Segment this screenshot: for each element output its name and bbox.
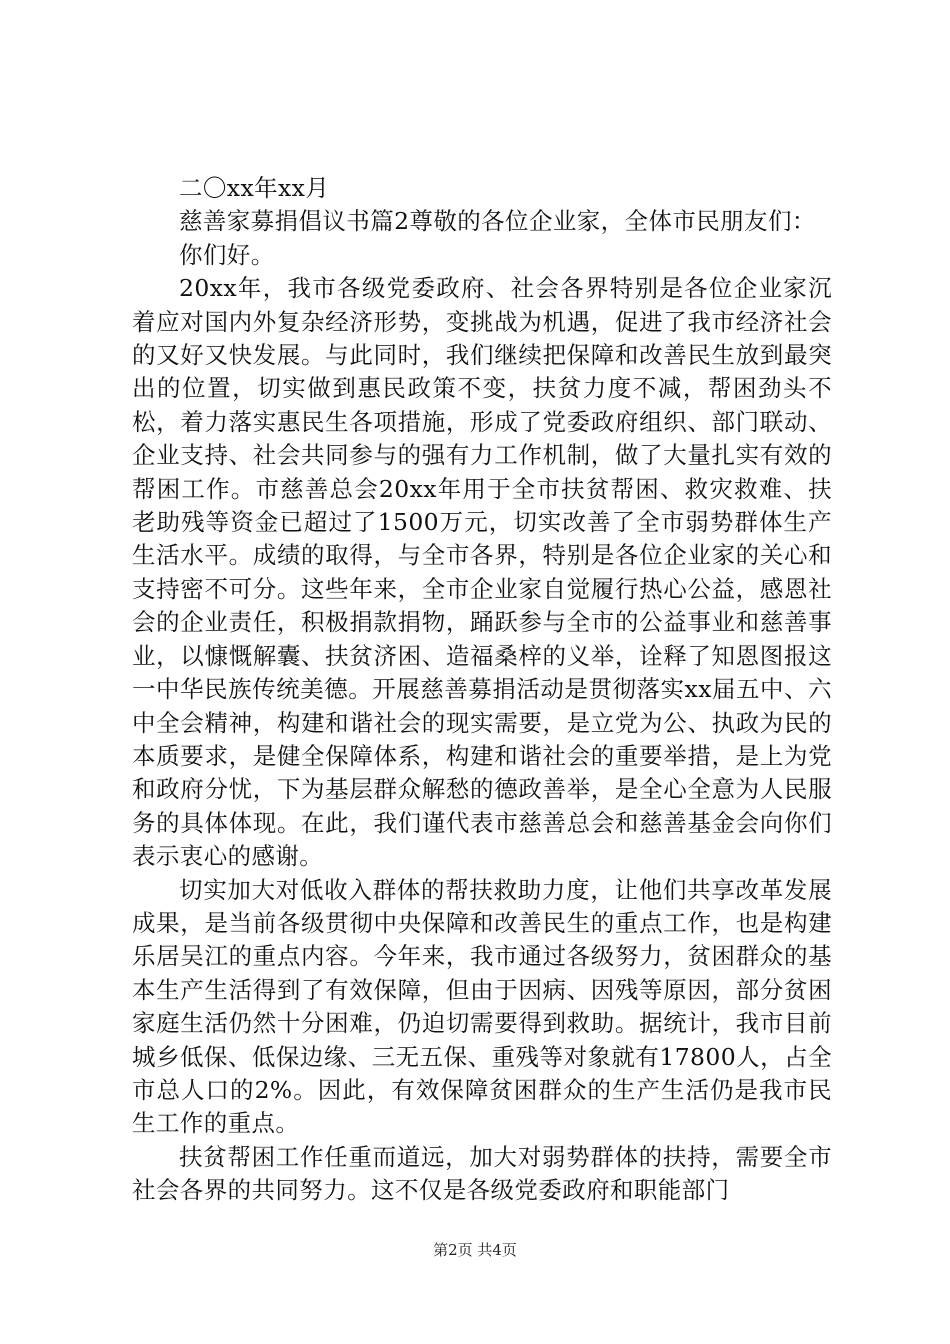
greeting: 你们好。 <box>179 240 275 269</box>
document-body <box>132 172 832 1208</box>
paragraph: 20xx年，我市各级党委政府、社会各界特别是各位企业家沉着应对国内外复杂经济形势，变挑战为机遇，促进了我市经济社会的又好又快发展。与此同时，我们继续把保障和改善民生放到最突出的位置，切实做到惠民政策不变，扶贫力度不减，帮困劲头不松，着力落实惠民生各项措施，形成了党委政府组织、部门联动、企业支持、社会共同参与的强有力工作机制，做了大量扎实有效的帮困工作。市慈善总会20xx年用于全市扶贫帮困、救灾救难、扶老助残等资金已超过了1500万元，切实改善了全市弱势群体生产生活水平。成绩的取得，与全市各界，特别是各位企业家的关心和支持密不可分。这些年来，全市企业家自觉履行热心公益，感恩社会的企业责任，积极捐款捐物，踊跃参与全市的公益事业和慈善事业，以慷慨解囊、扶贫济困、造福桑梓的义举，诠释了知恩图报这一中华民族传统美德。开展慈善募捐活动是贯彻落实xx届五中、六中全会精神，构建和谐社会的现实需要，是立党为公、执政为民的本质要求，是健全保障体系，构建和谐社会的重要举措，是上为党和政府分忧，下为基层群众解愁的德政善举，是全心全意为人民服务的具体体现。在此，我们谨代表市慈善总会和慈善基金会向你们表示衷心的感谢。 <box>132 274 832 871</box>
page-number: 第2页 共4页 <box>433 1241 517 1259</box>
title-salutation: 慈善家募捐倡议书篇2尊敬的各位企业家，全体市民朋友们： <box>179 207 816 236</box>
paragraph: 扶贫帮困工作任重而道远，加大对弱势群体的扶持，需要全市社会各界的共同努力。这不仅是各级党委政府和职能部门 <box>132 1142 832 1205</box>
date-line: 二〇xx年xx月 <box>179 174 330 202</box>
paragraph: 切实加大对低收入群体的帮扶救助力度，让他们共享改革发展成果，是当前各级贯彻中央保障和改善民生的重点工作，也是构建乐居吴江的重点内容。今年来，我市通过各级努力，贫困群众的基本生产生活得到了有效保障，但由于因病、因残等原因，部分贫困家庭生活仍然十分困难，仍迫切需要得到救助。据统计，我市目前城乡低保、低保边缘、三无五保、重残等对象就有17800人，占全市总人口的2%。因此，有效保障贫困群众的生产生活仍是我市民生工作的重点。 <box>132 875 832 1138</box>
page-footer <box>0 1240 950 1260</box>
